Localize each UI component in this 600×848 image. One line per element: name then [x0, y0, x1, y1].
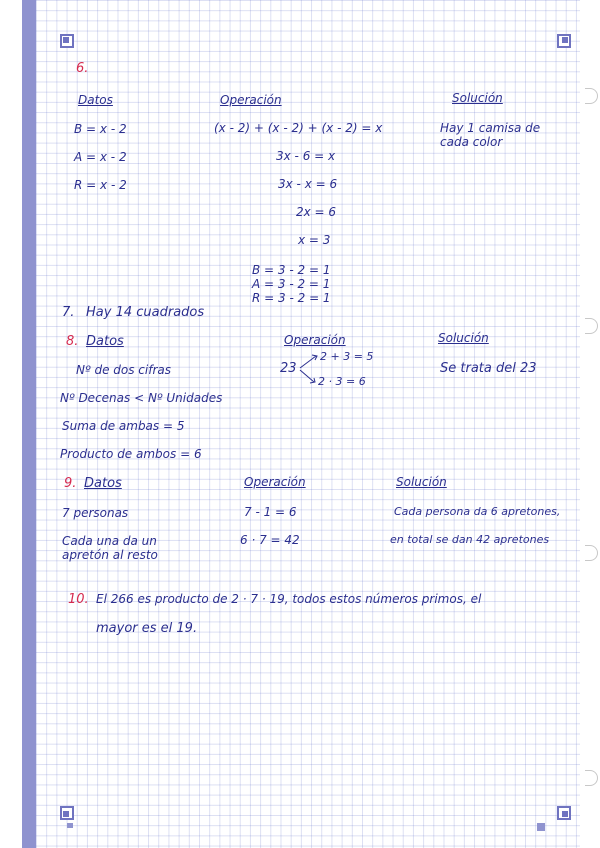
problem-10-line-2: mayor es el 19. [96, 621, 198, 636]
problem-8-solution: Se trata del 23 [440, 361, 537, 376]
corner-mark-bottom-right-icon [557, 806, 571, 820]
binder-ring-icon [585, 545, 598, 561]
binder-ring-icon [585, 770, 598, 786]
problem-6-datos-line: A = x - 2 [74, 150, 127, 164]
corner-mark-top-left-icon [60, 34, 74, 48]
problem-6-datos-line: R = x - 2 [74, 178, 127, 192]
problem-6-datos-heading: Datos [78, 93, 113, 107]
problem-8-product: 2 · 3 = 6 [318, 375, 366, 388]
binder-ring-icon [585, 88, 598, 104]
corner-mark-top-right-icon [557, 34, 571, 48]
problem-9-solucion-heading: Solución [396, 475, 447, 489]
problem-6-operation-line: x = 3 [298, 233, 331, 247]
problem-10-number: 10. [68, 592, 89, 607]
square-mark-icon [67, 823, 73, 828]
problem-8-number: 8. [66, 334, 79, 349]
problem-8-operacion-heading: Operación [284, 333, 346, 347]
problem-6-operation-line: (x - 2) + (x - 2) + (x - 2) = x [214, 121, 383, 135]
problem-8-datos-heading: Datos [86, 334, 124, 349]
problem-9-operation-line: 7 - 1 = 6 [244, 505, 297, 519]
problem-6-operacion-heading: Operación [220, 93, 282, 107]
problem-9-operacion-heading: Operación [244, 475, 306, 489]
problem-6-operation-line: A = 3 - 2 = 1 [252, 277, 331, 291]
problem-6-solucion-heading: Solución [452, 91, 503, 105]
problem-6-operation-line: R = 3 - 2 = 1 [252, 291, 331, 305]
problem-9-number: 9. [64, 476, 77, 491]
problem-6-solution-line: Hay 1 camisa de [440, 121, 541, 135]
problem-7-number: 7. [62, 305, 75, 320]
problem-8-operation-number: 23 [280, 361, 297, 376]
corner-mark-bottom-left-icon [60, 806, 74, 820]
problem-9-operation-line: 6 · 7 = 42 [240, 533, 300, 547]
problem-6-operation-line: 3x - x = 6 [278, 177, 338, 191]
problem-8-sum: 2 + 3 = 5 [320, 350, 374, 363]
problem-9-datos-line: apretón al resto [62, 548, 158, 562]
problem-6-operation-line: B = 3 - 2 = 1 [252, 263, 331, 277]
problem-8-datos-line: Nº Decenas < Nº Unidades [60, 391, 223, 405]
problem-9-solution-line: en total se dan 42 apretones [390, 533, 550, 546]
problem-9-solution-line: Cada persona da 6 apretones, [394, 505, 561, 518]
problem-6-solution-line: cada color [440, 135, 503, 149]
problem-8-solucion-heading: Solución [438, 331, 489, 345]
problem-8-datos-line: Producto de ambos = 6 [60, 447, 202, 461]
margin-bar [22, 0, 36, 848]
problem-6-operation-line: 3x - 6 = x [276, 149, 336, 163]
problem-8-datos-line: Nº de dos cifras [76, 363, 171, 377]
problem-6-operation-line: 2x = 6 [296, 205, 337, 219]
problem-10-line-1: El 266 es producto de 2 · 7 · 19, todos estos números primos, el [96, 592, 482, 606]
problem-6-datos-line: B = x - 2 [74, 122, 127, 136]
problem-7-answer: Hay 14 cuadrados [86, 305, 205, 320]
binder-ring-icon [585, 318, 598, 334]
problem-9-datos-line: Cada una da un [62, 534, 157, 548]
square-mark-icon [537, 823, 545, 831]
problem-9-datos-line: 7 personas [62, 506, 129, 520]
problem-9-datos-heading: Datos [84, 476, 122, 491]
problem-6-number: 6. [76, 61, 89, 76]
problem-8-datos-line: Suma de ambas = 5 [62, 419, 185, 433]
